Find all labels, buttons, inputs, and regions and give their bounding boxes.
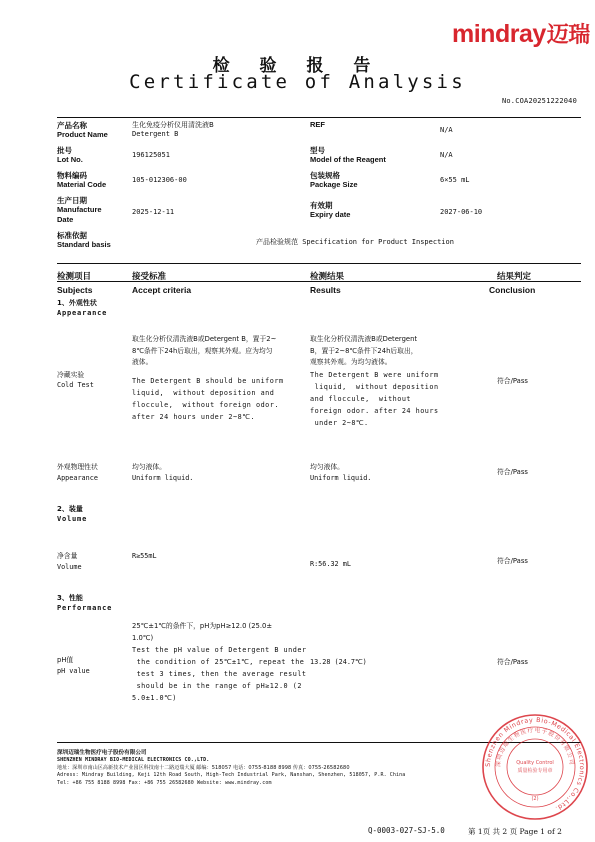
section-appearance-cn: 1、外观性状 (57, 299, 97, 307)
cold-result-cn-line: 观察其外观。为均匀液体。 (310, 358, 392, 366)
subjects-header-cn: 检测项目 (57, 272, 92, 282)
material-label-cn: 物料编码 (57, 171, 87, 180)
product-name-label-cn: 产品名称 (57, 121, 87, 130)
logo-brand: mindray (452, 20, 546, 48)
stamp-number: (2) (531, 796, 539, 802)
volume-subject-cn: 净含量 (57, 552, 78, 560)
footer-company-en: SHENZHEN MINDRAY BIO-MEDICAL ELECTRONICS CO.,LTD. (57, 757, 210, 763)
ph-criteria-en-line: should be in the range of pH≥12.0 (2 (132, 682, 302, 690)
lot-value: 196125051 (132, 151, 170, 159)
material-value: 105-012306-00 (132, 176, 187, 184)
mfg-date-value: 2025-12-11 (132, 208, 175, 216)
ph-criteria (132, 621, 308, 704)
standard-value: 产品检验规范 Specification for Product Inspection (256, 238, 454, 246)
section-volume-en: Volume (57, 515, 88, 523)
subjects-header-en: Subjects (57, 285, 93, 295)
ph-subject-cn: pH值 (57, 656, 74, 664)
cold-result-en-line: and floccule, without (310, 394, 412, 403)
cold-test-subject-en: Cold Test (57, 381, 94, 389)
cold-test-result (310, 334, 490, 429)
header-top-rule (57, 117, 581, 118)
mfg-date-label-en2: Date (57, 215, 74, 224)
cold-result-en-line: liquid, without deposition (310, 382, 439, 391)
cold-result-en-line: foreign odor. after 24 hours (310, 406, 439, 415)
header-bottom-rule (57, 263, 581, 264)
footer-contact: Tel: +86 755 8188 8998 Fax: +86 755 26582680 Website: www.mindray.com (57, 780, 272, 786)
quality-control-stamp (480, 712, 590, 822)
cold-criteria-cn-line: 液体。 (132, 358, 153, 366)
ref-value: N/A (440, 126, 453, 134)
stamp-inner-text: 深圳迈瑞生物医疗电子股份有限公司 (495, 727, 575, 768)
volume-subject-en: Volume (57, 563, 82, 571)
cold-criteria-en-line: liquid, without deposition and (132, 388, 275, 397)
expiry-label-cn: 有效期 (310, 201, 333, 210)
expiry-value: 2027-06-10 (440, 208, 483, 216)
appearance-result-cn: 均匀液体。 (310, 463, 344, 471)
stamp-outer-text: Shenzhen Mindray Bio-Medical Electronics Co.,Ltd. (483, 715, 587, 813)
appearance-result-en: Uniform liquid. (310, 474, 372, 482)
ph-result: 13.28 (24.7℃) (310, 658, 367, 666)
ph-criteria-en-line: Test the pH value of Detergent B under (132, 646, 307, 654)
logo-brand-cn: 迈瑞 (546, 22, 590, 47)
stamp-center-text-cn: 质量检验专用章 (517, 768, 553, 774)
package-label-cn: 包装规格 (310, 171, 340, 180)
document-code: Q-0003-027-SJ-5.0 (368, 826, 445, 835)
package-label-en: Package Size (310, 180, 358, 189)
ph-criteria-cn-line: 1.0℃) (132, 633, 154, 642)
mfg-date-label-en1: Manufacture (57, 205, 102, 214)
product-name-label-en: Product Name (57, 130, 108, 139)
cold-criteria-cn-line: 取生化分析仪清洗液B或Detergent B，置于2~ (132, 335, 277, 343)
cold-criteria-en-line: after 24 hours under 2~8℃. (132, 412, 255, 421)
cold-criteria-en-line: floccule, without foreign odor. (132, 400, 279, 409)
appearance-subject-en: Appearance (57, 474, 98, 482)
title-en: Certificate of Analysis (129, 71, 466, 93)
section-appearance-en: Appearance (57, 309, 108, 317)
cold-criteria-en-line: The Detergent B should be uniform (132, 376, 284, 385)
section-performance-en: Performance (57, 604, 113, 612)
standard-label-en: Standard basis (57, 240, 111, 249)
certificate-number: No.COA20251222040 (501, 97, 577, 105)
conclusion-header-en: Conclusion (489, 285, 536, 295)
footer-address-cn: 地址：深圳市南山区高新技术产业园区科技南十二路迈瑞大厦 邮编：518057 电话：0755-8188 8998 传真：0755-26582680 (57, 765, 350, 771)
cold-test-criteria (132, 334, 308, 423)
model-label-cn: 型号 (310, 146, 325, 155)
conclusion-header-cn: 结果判定 (497, 272, 532, 282)
cold-result-en-line: The Detergent B were uniform (310, 370, 439, 379)
product-name-value-cn: 生化免疫分析仪用清洗液B (132, 121, 214, 129)
model-value: N/A (440, 151, 453, 159)
appearance-subject-cn: 外观物理性状 (57, 463, 98, 471)
lot-label-cn: 批号 (57, 146, 72, 155)
accept-header-en: Accept criteria (132, 285, 192, 295)
lot-label-en: Lot No. (57, 155, 83, 164)
material-label-en: Material Code (57, 180, 107, 189)
ph-criteria-en-line: the condition of 25℃±1℃, repeat the (132, 658, 305, 666)
cold-test-conclusion: 符合/Pass (497, 377, 528, 385)
results-header-en: Results (310, 285, 341, 295)
accept-header-cn: 接受标准 (132, 272, 167, 282)
appearance-criteria-en: Uniform liquid. (132, 474, 194, 482)
expiry-label-en: Expiry date (310, 210, 351, 219)
model-label-en: Model of the Reagent (310, 155, 386, 164)
mfg-date-label-cn: 生产日期 (57, 196, 87, 205)
cold-result-cn-line: B，置于2~8℃条件下24h后取出， (310, 346, 418, 355)
section-performance-cn: 3、性能 (57, 594, 83, 602)
cold-test-subject-cn: 冷藏实验 (57, 371, 85, 379)
volume-result: R:56.32 mL (310, 560, 351, 568)
footer-company-cn: 深圳迈瑞生物医疗电子股份有限公司 (57, 750, 147, 756)
mindray-logo (452, 18, 590, 49)
volume-conclusion: 符合/Pass (497, 557, 528, 565)
cold-result-en-line: under 2~8℃. (310, 418, 369, 427)
section-volume-cn: 2、装量 (57, 505, 83, 513)
ph-conclusion: 符合/Pass (497, 658, 528, 666)
ref-label: REF (310, 120, 325, 129)
cold-criteria-cn-line: 8℃条件下24h后取出，观察其外观。应为均匀 (132, 346, 273, 355)
ph-criteria-cn-line: 25℃±1℃的条件下，pH为pH≥12.0 (25.0± (132, 622, 273, 630)
package-value: 6×55 mL (440, 176, 470, 184)
product-name-value-en: Detergent B (132, 130, 179, 138)
page-number: 第 1页 共 2 页 Page 1 of 2 (468, 827, 562, 836)
appearance-conclusion: 符合/Pass (497, 468, 528, 476)
cold-result-cn-line: 取生化分析仪清洗液B或Detergent (310, 335, 418, 343)
stamp-center-text: Quality Control (516, 760, 554, 766)
ph-criteria-en-line: test 3 times, then the average result (132, 670, 307, 678)
footer-address-en: Adress: Mindray Building, Keji 12th Road South, High-Tech Industrial Park, Nanshan, Shenzhen, 518057, P.R. China (57, 772, 406, 778)
ph-criteria-en-line: 5.0±1.0℃) (132, 694, 177, 702)
title-cn: 检 验 报 告 (212, 56, 383, 76)
ph-subject-en: pH value (57, 667, 90, 675)
appearance-criteria-cn: 均匀液体。 (132, 463, 166, 471)
standard-label-cn: 标准依据 (57, 231, 87, 240)
column-header-rule (57, 281, 581, 282)
volume-criteria: R≥55mL (132, 552, 157, 560)
results-header-cn: 检测结果 (310, 272, 345, 282)
